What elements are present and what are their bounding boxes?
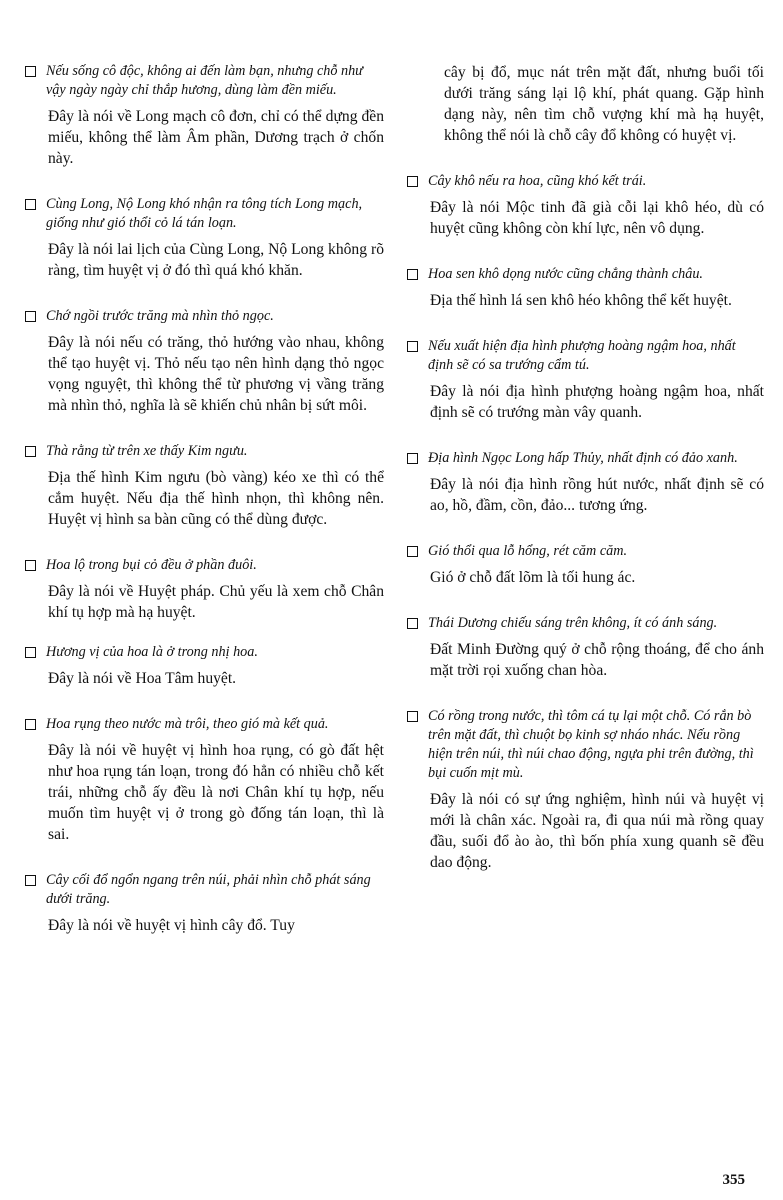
entry-question-text: Cây cối đổ ngổn ngang trên núi, phải nhìn chỗ phát sáng dưới trăng. — [46, 872, 371, 907]
entry-14 — [404, 614, 764, 681]
entry-question — [22, 643, 384, 662]
entry-question — [404, 707, 764, 783]
checkbox-icon — [25, 199, 36, 210]
entry-answer: Đây là nói Mộc tinh đã già cỗi lại khô héo, dù có huyệt cũng không còn khí lực, nên vô dụng. — [430, 199, 764, 237]
checkbox-icon — [25, 647, 36, 658]
entry-6 — [22, 643, 384, 689]
entry-question — [22, 195, 384, 233]
entry-5 — [22, 556, 384, 623]
checkbox-icon — [407, 618, 418, 629]
continued-paragraph: cây bị đổ, mục nát trên mặt đất, nhưng buổi tối dưới trăng sáng lại lộ khí, phát quang. Gặp hình dạng này, nên tìm chỗ vượng khí mà hạ huyệt, không thể nói là chỗ cây đổ không có huyệt vị. — [444, 64, 764, 144]
entry-question — [22, 556, 384, 575]
page-number: 355 — [722, 1172, 745, 1188]
entry-answer: Địa thế hình Kim ngưu (bò vàng) kéo xe thì có thể cắm huyệt. Nếu địa thế hình nhọn, thì không nên. Huyệt vị hình sa bàn cũng có thể dùng được. — [48, 469, 384, 528]
entry-question-text: Địa hình Ngọc Long hấp Thủy, nhất định có đảo xanh. — [428, 450, 738, 466]
entry-11 — [404, 337, 764, 423]
entry-answer: Đây là nói lai lịch của Cùng Long, Nộ Long không rõ ràng, tìm huyệt vị ở đó thì quá khó khăn. — [48, 241, 384, 279]
entry-answer: Đây là nói địa hình rồng hút nước, nhất định sẽ có ao, hồ, đầm, cồn, đảo... tương ứng. — [430, 476, 764, 514]
entry-13 — [404, 542, 764, 588]
entry-question — [22, 715, 384, 734]
entry-answer: Đây là nói nếu có trăng, thỏ hướng vào nhau, không thể tạo huyệt vị. Thỏ nếu tạo nên hình dạng thỏ ngọc vọng nguyệt, thì không thể từ phương vị vầng trăng mà nhìn thỏ, nghĩa là sẽ khiến chủ nhân bị sứt môi. — [48, 334, 384, 414]
entry-answer: Đây là nói về huyệt vị hình hoa rụng, có gò đất hệt như hoa rụng tán loạn, trong đó hẳn có nhiều chỗ kết trái, những chỗ ấy đều là nơi Chân khí tụ hợp, nếu muốn tìm huyệt vị ở trong gò đống tán loạn, thì là sai. — [48, 742, 384, 843]
entry-2 — [22, 195, 384, 281]
entry-question-text: Nếu sống cô độc, không ai đến làm bạn, nhưng chỗ như vậy ngày ngày chỉ thắp hương, dùng làm đền miếu. — [46, 63, 363, 98]
entry-answer: Đây là nói về Hoa Tâm huyệt. — [48, 670, 237, 687]
entry-answer: Đây là nói có sự ứng nghiệm, hình núi và huyệt vị mới là chân xác. Ngoài ra, đi qua núi mà rồng quay đầu, suối đổ ào ào, thì bốn phía xung quanh sẽ đều dao động. — [430, 791, 764, 871]
checkbox-icon — [407, 341, 418, 352]
entry-question — [404, 265, 764, 284]
entry-question — [404, 172, 764, 191]
checkbox-icon — [25, 66, 36, 77]
checkbox-icon — [25, 719, 36, 730]
checkbox-icon — [407, 453, 418, 464]
entry-question — [404, 614, 764, 633]
entry-question — [404, 542, 764, 561]
entry-15 — [404, 707, 764, 873]
entry-question-text: Thái Dương chiếu sáng trên không, ít có ánh sáng. — [428, 615, 718, 631]
entry-10 — [404, 265, 764, 311]
entry-answer: Đây là nói về Huyệt pháp. Chủ yếu là xem chỗ Chân khí tụ hợp mà hạ huyệt. — [48, 583, 384, 621]
entry-answer: Gió ở chỗ đất lõm là tối hung ác. — [430, 569, 636, 586]
checkbox-icon — [25, 560, 36, 571]
entry-question — [22, 871, 384, 909]
entry-answer: Đây là nói địa hình phượng hoàng ngậm hoa, nhất định sẽ có trướng màn vây quanh. — [430, 383, 764, 421]
entry-question-text: Hoa sen khô dọng nước cũng chẳng thành châu. — [428, 266, 703, 282]
entry-9 — [404, 172, 764, 239]
entry-question — [22, 307, 384, 326]
entry-question-text: Cùng Long, Nộ Long khó nhận ra tông tích Long mạch, giống như gió thổi cỏ lá tán loạn. — [46, 196, 363, 231]
left-column — [22, 62, 384, 936]
checkbox-icon — [407, 546, 418, 557]
entry-question-text: Có rồng trong nước, thì tôm cá tụ lại một chỗ. Có rắn bò trên mặt đất, thì chuột bọ kinh sợ nháo nhác. Nếu rồng hiện trên núi, thì núi chao động, ngựa phi trên đường, thì bụi cuốn mịt mù. — [428, 708, 754, 781]
entry-question-text: Hương vị của hoa là ở trong nhị hoa. — [46, 644, 258, 660]
entry-question-text: Hoa lộ trong bụi cỏ đều ở phần đuôi. — [46, 557, 257, 573]
entry-4 — [22, 442, 384, 530]
entry-question — [22, 442, 384, 461]
entry-question-text: Gió thổi qua lỗ hổng, rét căm căm. — [428, 543, 627, 559]
entry-answer: Địa thế hình lá sen khô héo không thể kết huyệt. — [430, 292, 732, 309]
entry-question-text: Nếu xuất hiện địa hình phượng hoàng ngậm hoa, nhất định sẽ có sa trướng cẩm tú. — [428, 338, 736, 373]
entry-answer: Đất Minh Đường quý ở chỗ rộng thoáng, để cho ánh mặt trời rọi xuống chan hòa. — [430, 641, 764, 679]
entry-question-text: Thà rằng từ trên xe thấy Kim ngưu. — [46, 443, 248, 459]
entry-question-text: Chớ ngồi trước trăng mà nhìn thỏ ngọc. — [46, 308, 274, 324]
entry-question-text: Cây khô nếu ra hoa, cũng khó kết trái. — [428, 173, 647, 189]
checkbox-icon — [407, 176, 418, 187]
entry-question-text: Hoa rụng theo nước mà trôi, theo gió mà kết quả. — [46, 716, 329, 732]
entry-answer: Đây là nói về Long mạch cô đơn, chỉ có thể dựng đền miếu, không thể làm Âm phần, Dương trạch ở chốn này. — [48, 108, 384, 167]
entry-answer: Đây là nói về huyệt vị hình cây đổ. Tuy — [48, 917, 295, 934]
entry-3 — [22, 307, 384, 416]
right-column — [404, 62, 764, 873]
entry-7 — [22, 715, 384, 845]
entry-question — [404, 449, 764, 468]
checkbox-icon — [25, 446, 36, 457]
checkbox-icon — [25, 311, 36, 322]
entry-8 — [22, 871, 384, 936]
checkbox-icon — [407, 269, 418, 280]
checkbox-icon — [25, 875, 36, 886]
entry-question — [22, 62, 384, 100]
checkbox-icon — [407, 711, 418, 722]
entry-12 — [404, 449, 764, 516]
entry-question — [404, 337, 764, 375]
entry-1 — [22, 62, 384, 169]
